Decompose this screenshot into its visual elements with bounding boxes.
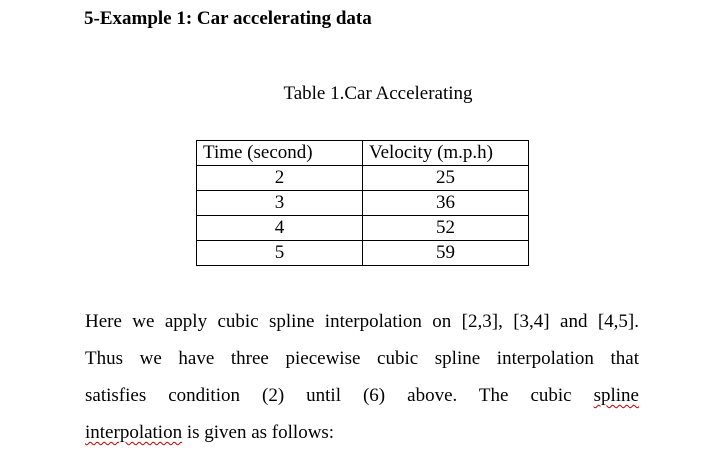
table-cell-velocity: 25 xyxy=(363,166,529,191)
paragraph-line-2 xyxy=(85,340,639,377)
table-header-velocity xyxy=(363,141,529,166)
body-paragraph xyxy=(85,303,639,451)
data-table xyxy=(196,140,529,266)
paragraph-text: Thus we have three piecewise cubic spline interpolation that xyxy=(85,348,639,369)
table-cell-time: 3 xyxy=(197,191,363,216)
table-row xyxy=(197,216,529,241)
table-cell-velocity: 59 xyxy=(363,241,529,266)
table-cell-time: 4 xyxy=(197,216,363,241)
velocity-header-text: Velocity (m.p.h) xyxy=(369,142,494,163)
table-header-time: Time (second) xyxy=(197,141,363,166)
paragraph-line-1 xyxy=(85,303,639,340)
table-caption: Table 1.Car Accelerating xyxy=(283,83,473,104)
paragraph-text: is given as follows: xyxy=(182,422,335,443)
table-header-row xyxy=(197,141,529,166)
paragraph-text: Here we apply cubic spline interpolation on [2,3], [3,4] and [4,5]. xyxy=(85,311,639,332)
table-row xyxy=(197,166,529,191)
section-heading: 5-Example 1: Car accelerating data xyxy=(84,8,372,29)
table-cell-time: 2 xyxy=(197,166,363,191)
table-cell-velocity: 36 xyxy=(363,191,529,216)
paragraph-line-3 xyxy=(85,377,639,414)
paragraph-text: satisfies condition (2) until (6) above. The cubic xyxy=(85,385,594,406)
table-row xyxy=(197,241,529,266)
paragraph-line-4 xyxy=(85,414,639,451)
spellcheck-word: interpolation xyxy=(85,422,183,443)
table-cell-time: 5 xyxy=(197,241,363,266)
spellcheck-word: spline xyxy=(593,385,639,406)
table-cell-velocity: 52 xyxy=(363,216,529,241)
table-row xyxy=(197,191,529,216)
